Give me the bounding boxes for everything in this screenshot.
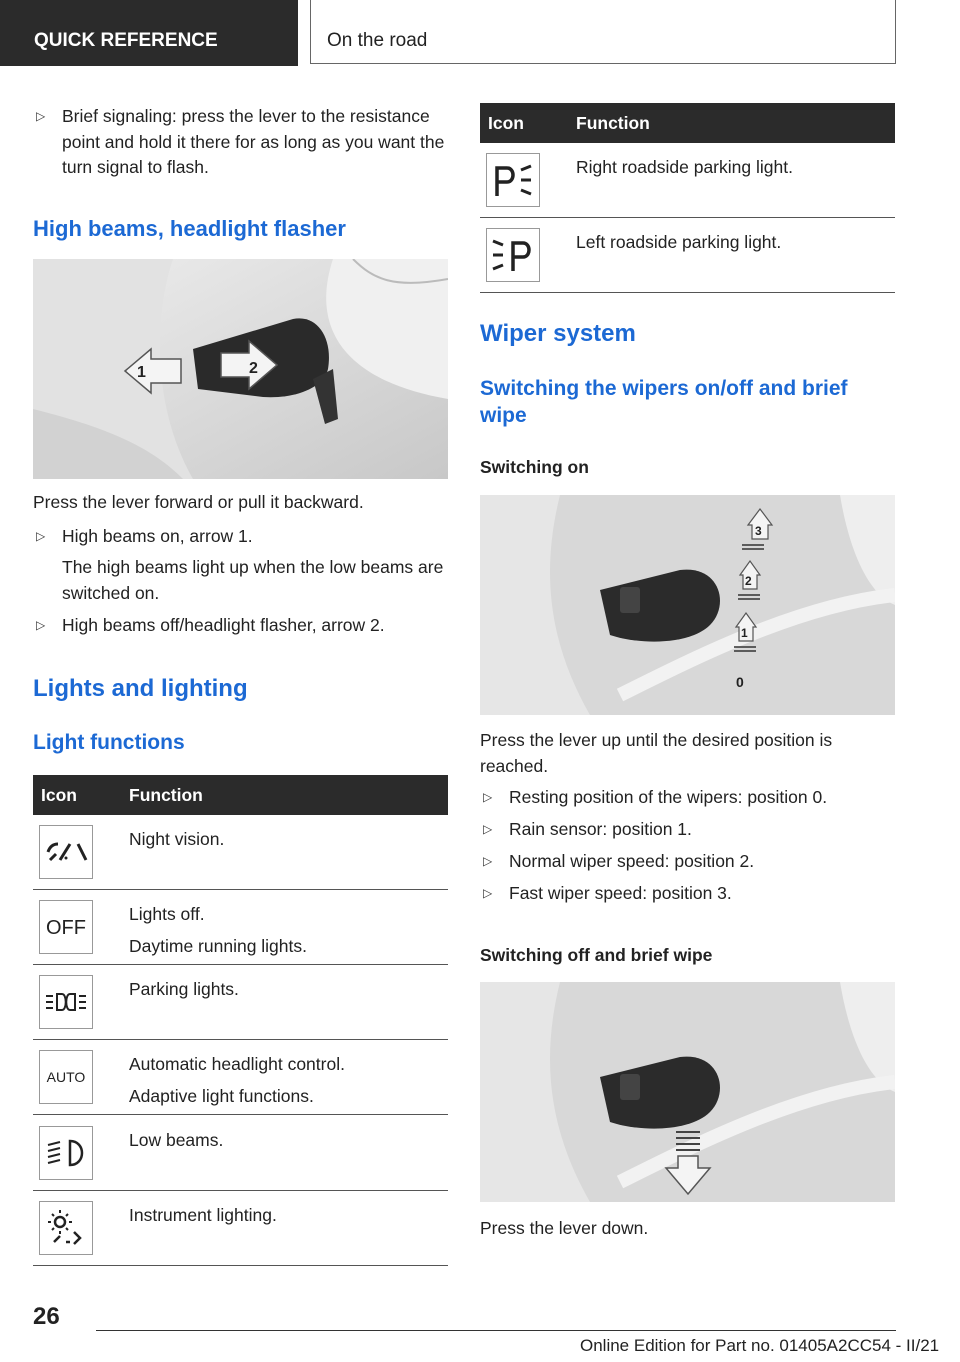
high-beam-lever-photo [33,259,448,479]
wiper-position-3-label: 3 [755,524,762,538]
bullet-triangle-icon: ▷ [483,822,493,836]
arrow-2-label: 2 [249,360,258,377]
bullet-text: Resting position of the wipers: position 0. [509,787,828,807]
lights-off-icon [39,900,93,954]
page-header [0,0,960,66]
press-lever-text: Press the lever forward or pull it backward. [33,492,364,512]
function-line: Night vision. [129,829,225,849]
bullet-text: Brief signaling: press the lever to the resistance point and hold it there for as long as you want the turn signal to flash. [62,106,445,177]
wiper-position-0-label: 0 [736,674,744,690]
footer-divider [96,1330,896,1331]
function-text [129,973,239,1005]
footer-edition: Online Edition for Part no. 01405A2CC54 - II/21 [580,1336,940,1355]
table-row [33,890,448,965]
bullet-triangle-icon: ▷ [483,790,493,804]
right-parking-light-icon [486,153,540,207]
bullet-normal-speed [480,849,895,875]
bullet-text: Fast wiper speed: position 3. [509,883,732,903]
wiper-position-2-label: 2 [745,574,752,588]
table-row [33,815,448,890]
bullet-brief-signaling [33,104,448,181]
column-function-header: Function [129,785,203,805]
heading-high-beams: High beams, headlight flasher [33,216,346,241]
high-beams-note: The high beams light up when the low beams are switched on. [62,557,444,603]
heading-switching-on: Switching on [480,457,589,477]
chapter-tab: On the road [310,0,896,64]
bullet-triangle-icon: ▷ [483,854,493,868]
wiper-switching-on-photo [480,495,895,715]
function-line: Left roadside parking light. [576,232,782,252]
function-text [576,151,793,183]
wiper-position-1-label: 1 [741,626,748,640]
instrument-lighting-icon [39,1201,93,1255]
heading-switching-wipers: Switching the wipers on/off and brief wipe [480,377,848,427]
auto-headlight-icon-text: AUTO [46,1069,86,1085]
bullet-triangle-icon: ▷ [36,529,46,543]
bullet-text: Rain sensor: position 1. [509,819,692,839]
press-up-text: Press the lever up until the desired position is reached. [480,730,833,776]
bullet-high-beams-on [33,524,448,550]
bullet-triangle-icon: ▷ [36,618,46,632]
press-down-text: Press the lever down. [480,1218,649,1238]
heading-lights-and-lighting: Lights and lighting [33,675,248,702]
function-line: Low beams. [129,1130,224,1150]
function-text [129,898,307,962]
table-row [33,965,448,1040]
bullet-text: Normal wiper speed: position 2. [509,851,755,871]
bullet-rain-sensor [480,817,895,843]
function-line: Instrument lighting. [129,1205,277,1225]
column-icon-header: Icon [41,785,77,805]
column-icon-header: Icon [488,113,524,133]
bullet-high-beams-off [33,613,448,639]
function-line: Daytime running lights. [129,936,307,956]
page-number: 26 [33,1303,60,1330]
bullet-triangle-icon: ▷ [483,886,493,900]
left-parking-light-icon [486,228,540,282]
function-line: Adaptive light functions. [129,1086,314,1106]
heading-wiper-system: Wiper system [480,320,636,347]
heading-switching-off: Switching off and brief wipe [480,945,713,965]
table-row [33,1191,448,1266]
bullet-text: High beams on, arrow 1. [62,526,253,546]
arrow-1-label: 1 [137,364,146,381]
table-row [480,143,895,218]
light-functions-table-header [33,775,448,815]
function-line: Right roadside parking light. [576,157,793,177]
table-row [480,218,895,293]
night-vision-icon [39,825,93,879]
function-line: Parking lights. [129,979,239,999]
low-beams-icon [39,1126,93,1180]
lights-off-icon-text: OFF [46,917,86,939]
function-text [576,226,781,258]
bullet-triangle-icon: ▷ [36,109,46,123]
bullet-text: High beams off/headlight flasher, arrow 2. [62,615,385,635]
function-text [129,823,224,855]
table-row [33,1040,448,1115]
column-function-header: Function [576,113,650,133]
bullet-resting-position [480,785,895,811]
auto-headlight-icon [39,1050,93,1104]
section-tab: QUICK REFERENCE [0,0,298,66]
table-row [33,1116,448,1191]
function-text [129,1199,277,1231]
function-text [129,1048,345,1112]
heading-light-functions: Light functions [33,731,185,754]
parking-light-table-header [480,103,895,143]
function-line: Automatic headlight control. [129,1054,345,1074]
function-line: Lights off. [129,904,205,924]
parking-lights-icon [39,975,93,1029]
wiper-switching-off-photo [480,982,895,1202]
function-text [129,1124,223,1156]
bullet-fast-speed [480,881,895,907]
